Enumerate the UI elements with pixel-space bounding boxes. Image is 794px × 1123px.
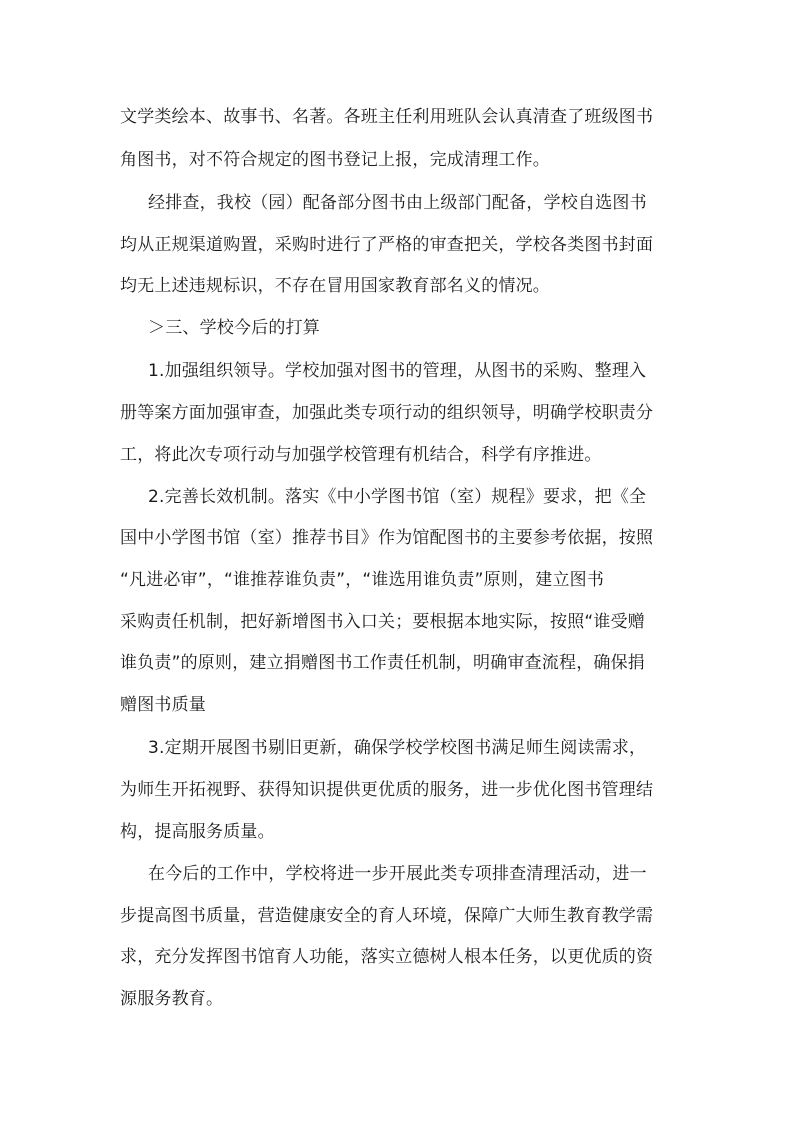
text-line: 求，充分发挥图书馆育人功能，落实立德树人根本任务，以更优质的资 xyxy=(120,947,654,967)
paragraph-first-line: 3.定期开展图书剔旧更新，确保学校学校图书满足师生阅读需求， xyxy=(148,738,647,758)
text-line: 文学类绘本、故事书、名著。各班主任利用班队会认真清查了班级图书 xyxy=(120,107,654,127)
section-heading: ＞三、学校今后的打算 xyxy=(148,318,320,338)
text-line: 源服务教育。 xyxy=(120,989,224,1009)
text-line: 册等案方面加强审查，加强此类专项行动的组织领导，明确学校职责分 xyxy=(120,403,654,423)
text-line: 采购责任机制，把好新增图书入口关；要根据本地实际，按照“谁受赠 xyxy=(120,612,646,632)
text-line: 步提高图书质量，营造健康安全的育人环境，保障广大师生教育教学需 xyxy=(120,906,654,926)
text-line: 为师生开拓视野、获得知识提供更优质的服务，进一步优化图书管理结 xyxy=(120,780,654,800)
text-line: 构，提高服务质量。 xyxy=(120,822,275,842)
paragraph-first-line: 1.加强组织领导。学校加强对图书的管理，从图书的采购、整理入 xyxy=(148,361,647,381)
text-line: “凡进必审”，“谁推荐谁负责”，“谁选用谁负责”原则，建立图书 xyxy=(120,570,605,590)
text-line: 国中小学图书馆（室）推荐书目》作为馆配图书的主要参考依据，按照 xyxy=(120,528,654,548)
text-line: 工，将此次专项行动与加强学校管理有机结合，科学有序推进。 xyxy=(120,445,602,465)
text-line: 均无上述违规标识，不存在冒用国家教育部名义的情况。 xyxy=(120,276,550,296)
paragraph-first-line: 经排查，我校（园）配备部分图书由上级部门配备，学校自选图书 xyxy=(148,193,647,213)
text-line: 谁负责”的原则，建立捐赠图书工作责任机制，明确审查流程，确保捐 xyxy=(120,653,646,673)
paragraph-first-line: 2.完善长效机制。落实《中小学图书馆（室）规程》要求，把《全 xyxy=(148,487,647,507)
text-line: 赠图书质量 xyxy=(120,695,206,715)
paragraph-first-line: 在今后的工作中，学校将进一步开展此类专项排查清理活动，进一 xyxy=(148,864,647,884)
text-line: 角图书，对不符合规定的图书登记上报，完成清理工作。 xyxy=(120,150,550,170)
text-line: 均从正规渠道购置，采购时进行了严格的审查把关，学校各类图书封面 xyxy=(120,235,654,255)
